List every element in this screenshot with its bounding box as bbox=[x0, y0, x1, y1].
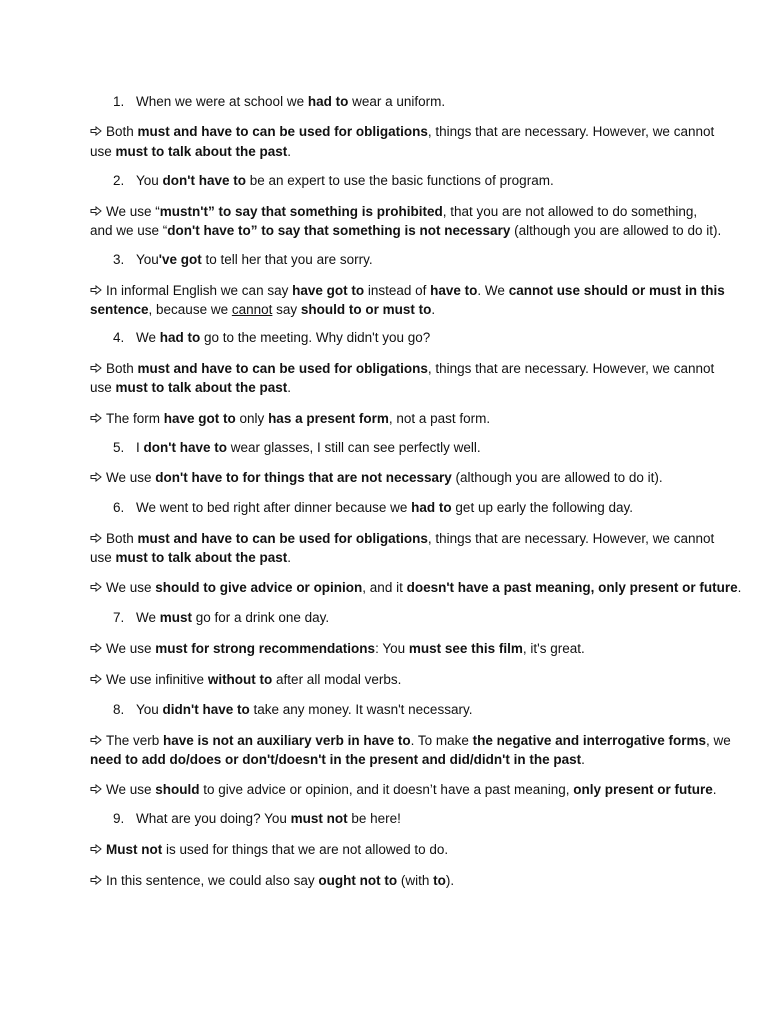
text-segment: Both bbox=[106, 124, 138, 139]
bold-text: has a present form bbox=[268, 411, 389, 426]
bold-text: must for strong recommendations bbox=[155, 641, 376, 656]
text-segment: say bbox=[272, 302, 301, 317]
bold-text: must bbox=[159, 610, 193, 625]
right-arrow-icon bbox=[90, 641, 102, 657]
right-arrow-icon bbox=[90, 283, 102, 299]
text-segment: get up early the following day. bbox=[451, 500, 634, 515]
bold-text: must and have to can be used for obligations bbox=[137, 531, 428, 546]
item-number: 4. bbox=[113, 330, 125, 345]
text-segment: . bbox=[287, 550, 292, 565]
text-segment: , it's great. bbox=[522, 641, 585, 656]
bold-text: need to add do/does or don't/doesn't in the present and did/didn't in the past bbox=[90, 752, 582, 767]
explanation-continuation bbox=[90, 752, 585, 768]
bold-text: 've got bbox=[158, 252, 202, 267]
numbered-example bbox=[113, 500, 633, 516]
explanation-line bbox=[90, 124, 714, 140]
text-segment: . bbox=[287, 144, 292, 159]
text-segment: wear glasses, I still can see perfectly well. bbox=[226, 440, 481, 455]
text-segment: to give advice or opinion, and it doesn’t have a past meaning, bbox=[199, 782, 574, 797]
text-segment: In this sentence, we could also say bbox=[106, 873, 319, 888]
right-arrow-icon bbox=[90, 361, 102, 377]
explanation-continuation bbox=[90, 302, 435, 318]
text-segment: , because we bbox=[148, 302, 232, 317]
text-segment: We use bbox=[106, 470, 156, 485]
item-number: 8. bbox=[113, 702, 125, 717]
numbered-example bbox=[113, 610, 329, 626]
text-segment: use bbox=[90, 380, 116, 395]
bold-text: sentence bbox=[90, 302, 149, 317]
bold-text: have got to bbox=[292, 283, 365, 298]
bold-text: didn't have to bbox=[162, 702, 250, 717]
text-segment: . To make bbox=[410, 733, 473, 748]
text-segment: wear a uniform. bbox=[348, 94, 446, 109]
text-segment: We use bbox=[106, 580, 156, 595]
text-segment: , things that are necessary. However, we cannot bbox=[427, 361, 715, 376]
item-number: 6. bbox=[113, 500, 125, 515]
right-arrow-icon bbox=[90, 672, 102, 688]
text-segment: Both bbox=[106, 531, 138, 546]
right-arrow-icon bbox=[90, 531, 102, 547]
text-segment: You bbox=[136, 702, 163, 717]
text-segment: The verb bbox=[106, 733, 164, 748]
right-arrow-icon bbox=[90, 873, 102, 889]
numbered-example bbox=[113, 440, 481, 456]
explanation-line bbox=[90, 411, 490, 427]
text-segment: . bbox=[712, 782, 717, 797]
explanation-line bbox=[90, 361, 714, 377]
text-segment: only bbox=[235, 411, 269, 426]
numbered-example bbox=[113, 702, 472, 718]
item-number: 2. bbox=[113, 173, 125, 188]
text-segment: : You bbox=[375, 641, 409, 656]
bold-text: Must not bbox=[106, 842, 163, 857]
text-segment: . bbox=[581, 752, 585, 767]
explanation-continuation bbox=[90, 550, 291, 566]
explanation-line bbox=[90, 531, 714, 547]
numbered-example bbox=[113, 173, 554, 189]
bold-text: must to talk about the past bbox=[115, 550, 288, 565]
text-segment: We use bbox=[106, 641, 156, 656]
explanation-line bbox=[90, 470, 663, 486]
text-segment: We use infinitive bbox=[106, 672, 208, 687]
bold-text: cannot use should or must in this bbox=[508, 283, 725, 298]
text-segment: be an expert to use the basic functions of program. bbox=[246, 173, 554, 188]
explanation-line bbox=[90, 873, 454, 889]
bold-text: only present or future bbox=[573, 782, 713, 797]
text-segment: be here! bbox=[347, 811, 401, 826]
underlined-text: cannot bbox=[231, 302, 273, 317]
text-segment: is used for things that we are not allowed to do. bbox=[162, 842, 449, 857]
text-segment: , that you are not allowed to do something, bbox=[442, 204, 698, 219]
text-segment: to tell her that you are sorry. bbox=[201, 252, 373, 267]
right-arrow-icon bbox=[90, 470, 102, 486]
text-segment: , we bbox=[705, 733, 731, 748]
text-segment: after all modal verbs. bbox=[272, 672, 402, 687]
bold-text: must and have to can be used for obligations bbox=[137, 361, 428, 376]
bold-text: don't have to bbox=[143, 440, 227, 455]
bold-text: must and have to can be used for obligations bbox=[137, 124, 428, 139]
text-segment: Both bbox=[106, 361, 138, 376]
explanation-line bbox=[90, 842, 448, 858]
explanation-line bbox=[90, 782, 717, 798]
right-arrow-icon bbox=[90, 782, 102, 798]
text-segment: go to the meeting. Why didn't you go? bbox=[200, 330, 431, 345]
bold-text: must to talk about the past bbox=[115, 380, 288, 395]
text-segment: What are you doing? You bbox=[136, 811, 291, 826]
text-segment: ). bbox=[445, 873, 455, 888]
explanation-continuation bbox=[90, 223, 721, 239]
bold-text: mustn't” to say that something is prohibited bbox=[159, 204, 443, 219]
text-segment: (although you are allowed to do it). bbox=[510, 223, 722, 238]
text-segment: You bbox=[136, 252, 159, 267]
bold-text: have to bbox=[430, 283, 478, 298]
explanation-line bbox=[90, 283, 725, 299]
bold-text: must to talk about the past bbox=[115, 144, 288, 159]
bold-text: don't have to for things that are not necessary bbox=[155, 470, 452, 485]
item-number: 7. bbox=[113, 610, 125, 625]
text-segment: . bbox=[737, 580, 742, 595]
item-number: 9. bbox=[113, 811, 125, 826]
bold-text: should to or must to bbox=[300, 302, 432, 317]
text-segment: We bbox=[136, 330, 160, 345]
text-segment: , and it bbox=[362, 580, 407, 595]
text-segment: . bbox=[287, 380, 292, 395]
text-segment: go for a drink one day. bbox=[192, 610, 330, 625]
text-segment: take any money. It wasn't necessary. bbox=[249, 702, 473, 717]
text-segment: We use bbox=[106, 782, 156, 797]
numbered-example bbox=[113, 252, 373, 268]
explanation-continuation bbox=[90, 380, 291, 396]
text-segment: . bbox=[431, 302, 436, 317]
bold-text: should bbox=[155, 782, 200, 797]
text-segment: I bbox=[136, 440, 144, 455]
bold-text: don't have to bbox=[162, 173, 247, 188]
item-number: 3. bbox=[113, 252, 125, 267]
explanation-line bbox=[90, 204, 697, 220]
numbered-example bbox=[113, 811, 401, 827]
bold-text: to bbox=[433, 873, 446, 888]
right-arrow-icon bbox=[90, 842, 102, 858]
text-segment: When we were at school we bbox=[136, 94, 308, 109]
bold-text: ought not to bbox=[318, 873, 398, 888]
bold-text: have got to bbox=[163, 411, 236, 426]
right-arrow-icon bbox=[90, 733, 102, 749]
explanation-line bbox=[90, 641, 585, 657]
text-segment: instead of bbox=[364, 283, 431, 298]
right-arrow-icon bbox=[90, 411, 102, 427]
bold-text: had to bbox=[411, 500, 452, 515]
numbered-example bbox=[113, 94, 445, 110]
text-segment: We use “ bbox=[106, 204, 160, 219]
text-segment: and we use “ bbox=[90, 223, 168, 238]
bold-text: should to give advice or opinion bbox=[155, 580, 363, 595]
text-segment: We went to bed right after dinner because we bbox=[136, 500, 412, 515]
bold-text: the negative and interrogative forms bbox=[472, 733, 706, 748]
explanation-line bbox=[90, 733, 731, 749]
bold-text: doesn't have a past meaning, only present or future bbox=[406, 580, 738, 595]
item-number: 1. bbox=[113, 94, 125, 109]
text-segment: . We bbox=[477, 283, 509, 298]
right-arrow-icon bbox=[90, 204, 102, 220]
bold-text: have is not an auxiliary verb in have to bbox=[163, 733, 411, 748]
right-arrow-icon bbox=[90, 124, 102, 140]
bold-text: must not bbox=[290, 811, 348, 826]
bold-text: had to bbox=[159, 330, 201, 345]
bold-text: must see this film bbox=[408, 641, 523, 656]
text-segment: The form bbox=[106, 411, 164, 426]
text-segment: use bbox=[90, 550, 116, 565]
text-segment: (with bbox=[397, 873, 434, 888]
text-segment: , things that are necessary. However, we cannot bbox=[427, 531, 715, 546]
text-segment: In informal English we can say bbox=[106, 283, 293, 298]
numbered-example bbox=[113, 330, 430, 346]
text-segment: , not a past form. bbox=[388, 411, 491, 426]
text-segment: , things that are necessary. However, we cannot bbox=[427, 124, 715, 139]
text-segment: We bbox=[136, 610, 160, 625]
explanation-line bbox=[90, 672, 401, 688]
bold-text: without to bbox=[207, 672, 273, 687]
right-arrow-icon bbox=[90, 580, 102, 596]
bold-text: don't have to” to say that something is not necessary bbox=[167, 223, 511, 238]
item-number: 5. bbox=[113, 440, 125, 455]
text-segment: use bbox=[90, 144, 116, 159]
explanation-continuation bbox=[90, 144, 291, 160]
explanation-line bbox=[90, 580, 741, 596]
text-segment: You bbox=[136, 173, 163, 188]
bold-text: had to bbox=[307, 94, 349, 109]
text-segment: (although you are allowed to do it). bbox=[451, 470, 663, 485]
